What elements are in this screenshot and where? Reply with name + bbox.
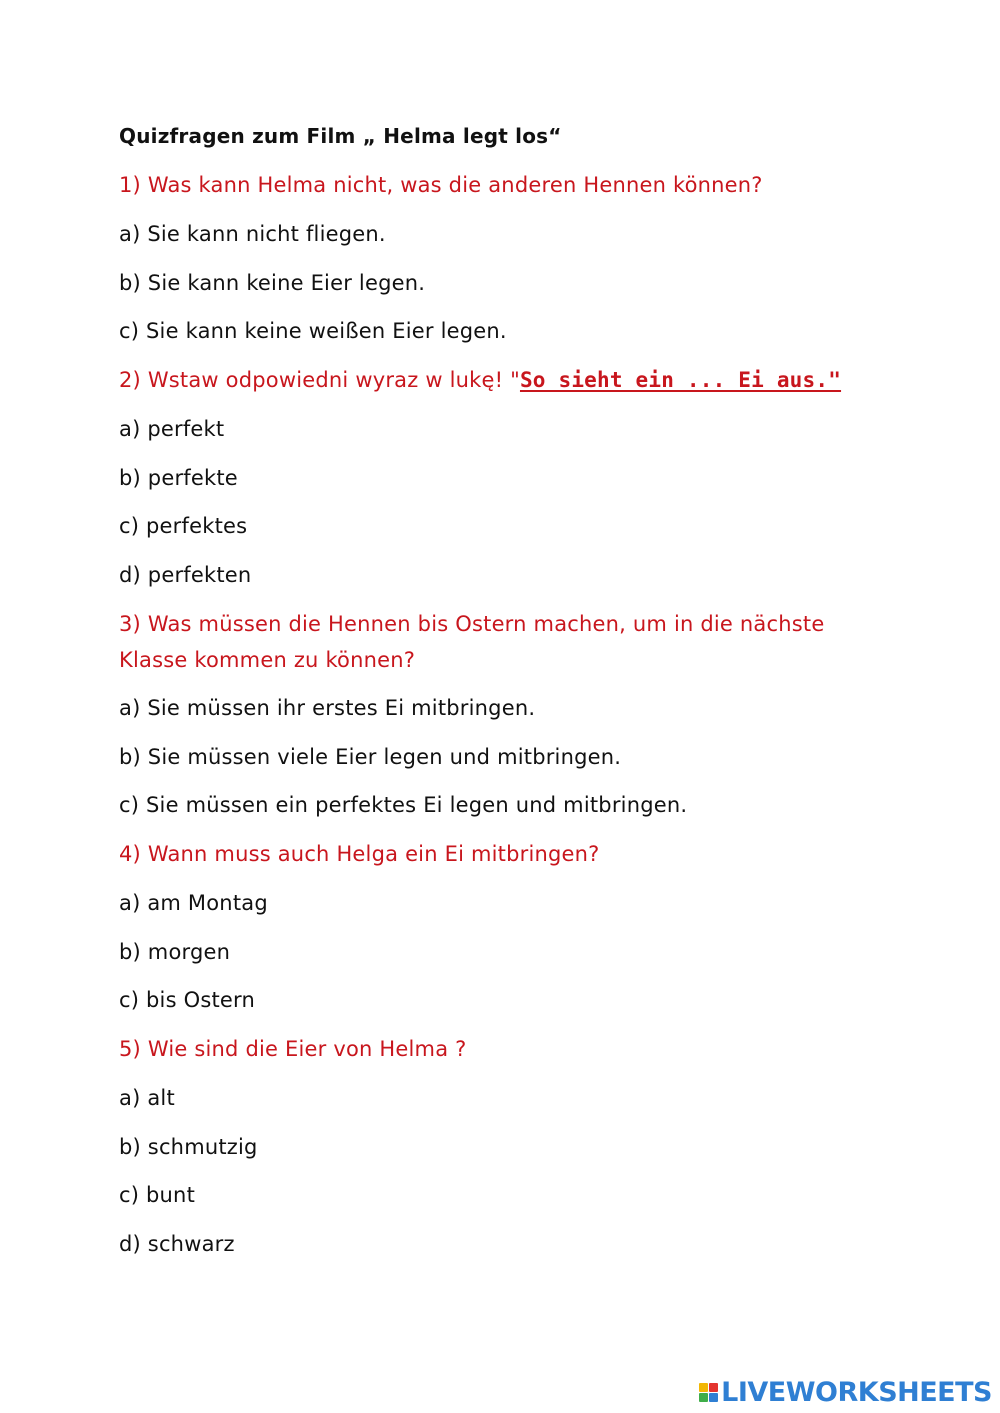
question-5-option-c[interactable]: c) bunt [119,1183,195,1207]
question-1-option-b[interactable]: b) Sie kann keine Eier legen. [119,271,426,295]
question-1-option-c[interactable]: c) Sie kann keine weißen Eier legen. [119,319,507,343]
logo-square [709,1383,718,1392]
question-4-option-a[interactable]: a) am Montag [119,891,268,915]
question-2-option-b[interactable]: b) perfekte [119,466,238,490]
question-4-prompt: 4) Wann muss auch Helga ein Ei mitbringen? [119,842,600,866]
question-1-option-a[interactable]: a) Sie kann nicht fliegen. [119,222,386,246]
question-1-prompt: 1) Was kann Helma nicht, was die anderen Hennen können? [119,173,763,197]
question-2-option-c[interactable]: c) perfektes [119,514,248,538]
question-3-option-b[interactable]: b) Sie müssen viele Eier legen und mitbringen. [119,745,622,769]
question-3-option-a[interactable]: a) Sie müssen ihr erstes Ei mitbringen. [119,696,536,720]
logo-square [699,1383,708,1392]
question-4-option-b[interactable]: b) morgen [119,940,231,964]
question-5-option-b[interactable]: b) schmutzig [119,1135,258,1159]
liveworksheets-brand [699,1375,992,1409]
question-2-option-a[interactable]: a) perfekt [119,417,225,441]
question-2-prompt-text: 2) Wstaw odpowiedni wyraz w lukę! " [119,368,520,392]
question-3-prompt: 3) Was müssen die Hennen bis Ostern machen, um in die nächste Klasse kommen zu können? [119,612,825,672]
liveworksheets-wordmark: LIVEWORKSHEETS [721,1376,992,1408]
question-3-option-c[interactable]: c) Sie müssen ein perfektes Ei legen und mitbringen. [119,793,688,817]
logo-square [699,1393,708,1402]
liveworksheets-logo-icon [699,1383,718,1402]
logo-square [709,1393,718,1402]
question-2-option-d[interactable]: d) perfekten [119,563,252,587]
question-5-option-d[interactable]: d) schwarz [119,1232,235,1256]
question-5-option-a[interactable]: a) alt [119,1086,175,1110]
question-5-prompt: 5) Wie sind die Eier von Helma ? [119,1037,467,1061]
question-4-option-c[interactable]: c) bis Ostern [119,988,255,1012]
question-2-prompt [119,367,841,393]
question-2-fill-blank-sentence: So sieht ein ... Ei aus." [519,368,842,392]
worksheet-title: Quizfragen zum Film „ Helma legt los“ [119,124,562,148]
